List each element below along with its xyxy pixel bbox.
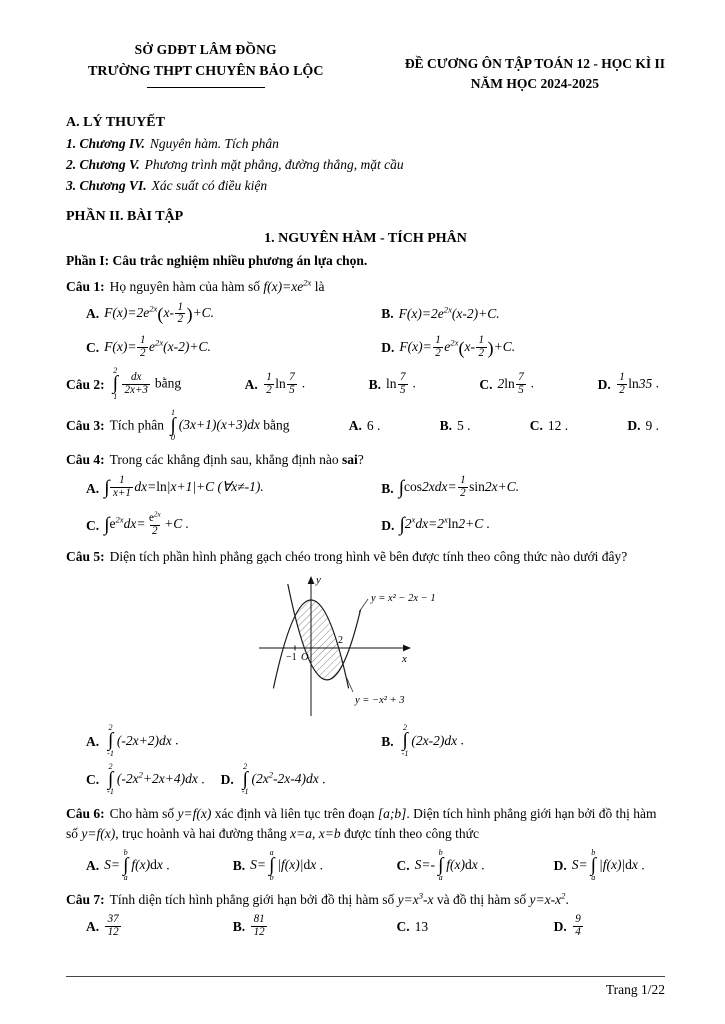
option-text: 2 ∫ -1 (2x-2)dx . <box>401 723 464 758</box>
option-key: D. <box>627 418 641 434</box>
option-key: C. <box>86 772 100 788</box>
question-2-label: Câu 2: <box>66 376 105 392</box>
tick-2-label: 2 <box>337 635 343 647</box>
question-7-stem: Tính diện tích hình phẳng giới hạn bởi đồ thị hàm số $y=x^3-x$ và đồ thị hàm số $y=x-x^2$. <box>109 890 569 908</box>
theory-item-2 <box>66 155 665 175</box>
option-text: 2ln $\frac{7}{5}$ . <box>497 371 535 396</box>
theory-item-1-text: Nguyên hàm. Tích phân <box>149 136 279 152</box>
question-7-option-b <box>233 914 397 939</box>
question-1-options <box>66 302 665 361</box>
option-text: 2 ∫ -1 $(-2x^2+2x+4)dx$ . <box>107 761 205 797</box>
question-6-stem-row <box>66 804 665 845</box>
header-underline <box>147 87 265 88</box>
question-7-option-a <box>86 914 233 939</box>
question-2 <box>66 367 665 401</box>
question-4-stem-row <box>66 450 665 470</box>
theory-item-1 <box>66 134 665 154</box>
question-1-option-b <box>381 302 665 327</box>
equation-top-label: y = x² − 2x − 1 <box>370 593 436 605</box>
question-5-option-b <box>381 724 665 758</box>
option-text: 2 ∫ -1 (-2x+2)dx . <box>107 723 179 758</box>
option-text: $\frac{1}{2}$ ln35 . <box>616 372 659 397</box>
chapter-title: 1. NGUYÊN HÀM - TÍCH PHÂN <box>264 231 467 247</box>
option-key: A. <box>86 306 100 322</box>
question-5-option-c <box>86 763 205 797</box>
option-key: A. <box>86 919 100 935</box>
question-4 <box>66 450 665 540</box>
question-3-stem: Tích phân 1 ∫ 0 (3x+1)(x+3)dx bằng <box>109 407 290 443</box>
option-key: D. <box>381 518 395 534</box>
question-5-option-a <box>86 724 381 758</box>
option-text: S=- b ∫ a f(x)dx . <box>414 847 485 883</box>
option-key: B. <box>381 733 394 749</box>
option-text: S= b ∫ a |f(x)|dx . <box>571 847 645 883</box>
option-text: ln $\frac{7}{5}$ . <box>386 371 416 396</box>
option-key: C. <box>86 518 100 534</box>
question-7-option-d <box>554 914 665 939</box>
question-7-option-c <box>396 914 553 939</box>
question-1-label: Câu 1: <box>66 279 105 295</box>
document-title-line1: ĐỀ CƯƠNG ÔN TẬP TOÁN 12 - HỌC KÌ II <box>404 56 665 71</box>
option-text: 6 . <box>366 418 381 434</box>
question-6-option-a <box>86 849 233 883</box>
option-text: 9 . <box>645 418 659 434</box>
question-6-option-c <box>396 849 553 883</box>
question-2-stem: 2 ∫ 1 $\frac{dx}{2x+3}$ bằng <box>112 366 182 401</box>
theory-item-2-lead: 2. Chương V. <box>66 156 140 172</box>
option-text: $\frac{9}{4}$ <box>572 914 585 939</box>
question-6-option-d <box>554 849 665 883</box>
question-1-stem: Họ nguyên hàm của hàm số $f(x)=xe^{2x}$ là <box>109 277 325 295</box>
option-key: D. <box>553 919 567 935</box>
question-3-option-a <box>349 416 381 436</box>
option-key: C. <box>479 376 493 392</box>
option-text: $\int 2^xdx=2^x\ln 2+C$ . <box>399 514 490 536</box>
option-text: $F(x)=2e^{2x}(x-2)+C$. <box>398 304 500 322</box>
question-2-option-d <box>598 372 659 397</box>
option-key: C. <box>529 418 543 434</box>
option-key: A. <box>86 858 100 874</box>
question-5-option-d <box>221 763 326 797</box>
theory-item-3-text: Xác suất có điều kiện <box>151 177 268 193</box>
question-5-options-cd <box>66 763 665 797</box>
tick-minus1-label: −1 <box>285 652 297 664</box>
question-3-label: Câu 3: <box>66 418 105 434</box>
option-text: S= b ∫ a f(x)dx . <box>104 847 170 883</box>
option-text: ∫ $\frac{1}{x+1}$ dx=ln|x+1|+C (∀x≠-1). <box>104 474 264 500</box>
question-5 <box>66 547 665 797</box>
question-2-option-c <box>479 372 534 397</box>
option-key: A. <box>86 480 100 496</box>
option-text: 5 . <box>457 418 471 434</box>
question-4-option-b <box>381 474 665 502</box>
theory-item-2-text: Phương trình mặt phẳng, đường thẳng, mặt cầu <box>144 156 404 172</box>
question-4-stem: Trong các khẳng định sau, khẳng định nào sai? <box>109 452 364 468</box>
option-key: B. <box>381 480 394 496</box>
option-key: B. <box>232 919 246 935</box>
theory-item-3-lead: 3. Chương VI. <box>66 177 147 193</box>
question-1 <box>66 277 665 360</box>
question-5-stem-row <box>66 547 665 567</box>
question-6-option-b <box>233 849 397 883</box>
option-key: B. <box>368 376 382 392</box>
question-7 <box>66 890 665 939</box>
department-name: SỞ GDĐT LÂM ĐỒNG <box>134 42 277 57</box>
option-key: C. <box>396 858 410 874</box>
option-text: ∫cos2xdx= $\frac{1}{2}$ sin2x+C. <box>398 474 520 500</box>
option-text: F(x)= $\frac{1}{2}$ $e^{2x}(x-2)+C$. <box>104 334 211 360</box>
question-4-option-a <box>86 474 381 502</box>
option-key: D. <box>553 858 567 874</box>
option-text: $\frac{37}{12}$ <box>104 914 122 939</box>
header-left-block <box>88 40 323 88</box>
option-key: D. <box>597 376 611 392</box>
parabola-graph <box>241 570 491 720</box>
x-axis-label: x <box>401 653 407 666</box>
option-text: $\int e^{2x}dx=$ $\frac{e^{2x}}{2}$ +C . <box>104 510 189 537</box>
theory-title: A. LÝ THUYẾT <box>66 115 165 131</box>
question-1-option-c <box>86 335 381 360</box>
option-text: $F(x)=2e^{2x}(x-$ $\frac{1}{2}$ )+C. <box>104 300 215 326</box>
option-key: A. <box>244 376 258 392</box>
option-key: C. <box>396 919 410 935</box>
question-2-option-b <box>369 372 416 397</box>
option-text: 13 <box>414 919 429 935</box>
question-2-option-a <box>245 372 305 397</box>
question-3-option-d <box>627 416 659 436</box>
option-key: B. <box>439 418 453 434</box>
option-text: F(x)= $\frac{1}{2}$ $e^{2x}(x-$ $\frac{1}{2}$ )+C. <box>399 334 516 360</box>
page-footer <box>66 976 665 1000</box>
part2-title: PHẦN II. BÀI TẬP <box>66 209 184 225</box>
question-1-stem-row <box>66 277 665 297</box>
option-text: 2 ∫ -1 $(2x^2-2x-4)dx$ . <box>241 761 326 797</box>
theory-item-1-lead: 1. Chương IV. <box>66 136 145 152</box>
origin-label: O <box>300 652 309 664</box>
option-key: B. <box>232 858 246 874</box>
document-title-line2: NĂM HỌC 2024-2025 <box>470 75 600 91</box>
question-4-options <box>66 474 665 540</box>
question-4-label: Câu 4: <box>66 452 105 468</box>
x-axis-arrow <box>403 645 411 652</box>
option-key: A. <box>348 418 362 434</box>
y-axis-arrow <box>307 576 314 584</box>
option-text: $\frac{1}{2}$ ln $\frac{7}{5}$ . <box>263 372 305 397</box>
option-key: D. <box>381 340 395 356</box>
question-6 <box>66 804 665 883</box>
header <box>66 40 665 93</box>
part1-subtitle: Phần I: Câu trắc nghiệm nhiều phương án lựa chọn. <box>66 252 368 268</box>
question-5-options-ab <box>66 724 665 758</box>
question-6-label: Câu 6: <box>66 806 105 822</box>
option-key: D. <box>220 772 234 788</box>
leader-top <box>359 599 368 612</box>
school-name: TRƯỜNG THPT CHUYÊN BẢO LỘC <box>88 63 324 79</box>
question-5-figure <box>66 570 665 720</box>
option-key: B. <box>381 306 394 322</box>
header-right-block <box>405 54 665 93</box>
question-3 <box>66 409 665 443</box>
question-4-option-c <box>86 512 381 540</box>
question-3-option-b <box>440 416 471 436</box>
option-key: C. <box>86 340 100 356</box>
question-5-label: Câu 5: <box>66 549 105 565</box>
question-1-option-a <box>86 302 381 327</box>
question-5-stem: Diện tích phần hình phẳng gạch chéo trong hình vẽ bên được tính theo công thức nào dưới đây? <box>109 549 628 565</box>
question-6-stem: Cho hàm số y=f(x) xác định và liên tục trên đoạn [a;b]. Diện tích hình phẳng giới hạn bởi đồ thị hàm số y=f(x), trục hoành và hai đường thẳng x=a, x=b được tính theo công thức <box>66 806 657 842</box>
option-text: S= a ∫ b |f(x)|dx . <box>250 847 323 883</box>
y-axis-label: y <box>315 574 321 587</box>
option-text: $\frac{81}{12}$ <box>250 914 268 939</box>
theory-item-3 <box>66 176 665 196</box>
question-1-option-d <box>381 335 665 360</box>
question-7-label: Câu 7: <box>66 892 105 908</box>
page-number: Trang 1/22 <box>605 982 665 998</box>
question-3-option-c <box>530 416 568 436</box>
option-key: A. <box>86 733 100 749</box>
question-6-options <box>66 849 665 883</box>
option-text: 12 . <box>547 418 569 434</box>
question-7-stem-row <box>66 890 665 910</box>
question-7-options <box>66 914 665 939</box>
equation-bottom-label: y = −x² + 3 <box>354 695 404 707</box>
question-4-option-d <box>381 512 665 540</box>
leader-bottom <box>345 674 353 692</box>
